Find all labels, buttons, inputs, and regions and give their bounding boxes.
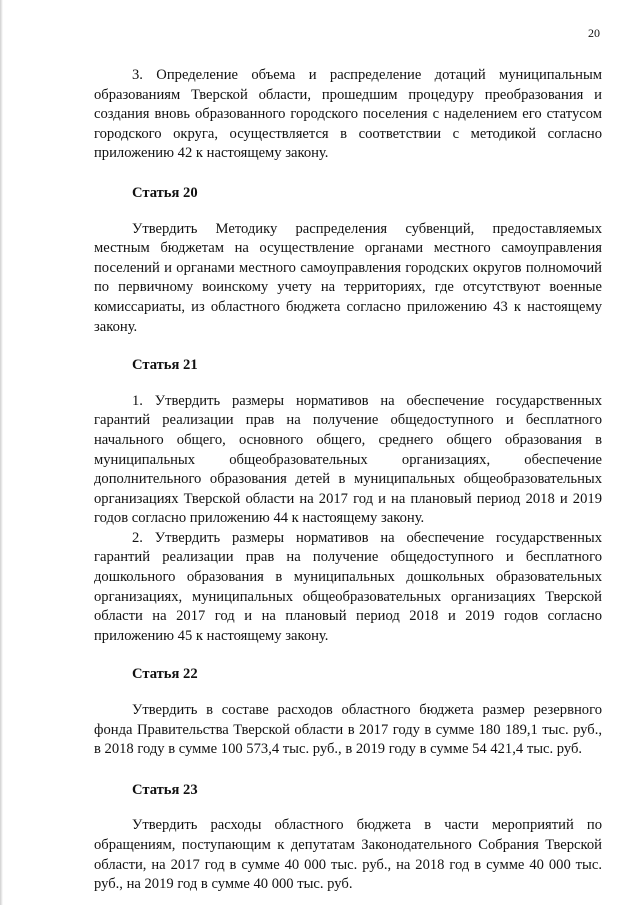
article-21-paragraph-1: 1. Утвердить размеры нормативов на обеспечение государственных гарантий реализации прав на получение общедоступного и бесплатного начального общего, основного общего, среднего общего образования в муниципальных общеобразовательных организациях, обеспечение дополнительного образования детей в муниципальных общеобразовательных организациях Тверской области на 2017 год и на плановый период 2018 и 2019 годов согласно приложению 44 к настоящему закону. <box>94 392 602 527</box>
article-21-paragraph-2: 2. Утвердить размеры нормативов на обеспечение государственных гарантий реализации прав на получение общедоступного и бесплатного дошкольного образования в муниципальных дошкольных образовательных организациях, муниципальных общеобразовательных организациях Тверской области на 2017 год и на плановый период 2018 и 2019 годов согласно приложению 45 к настоящему закону. <box>94 529 602 644</box>
section-item-3 <box>94 66 602 164</box>
page-number: 20 <box>588 26 600 40</box>
section-article-20 <box>94 184 602 337</box>
section-article-23 <box>94 781 602 895</box>
scan-edge-shadow <box>0 0 3 905</box>
article-23-paragraph: Утвердить расходы областного бюджета в части мероприятий по обращениям, поступающим к депутатам Законодательного Собрания Тверской области, на 2017 год в сумме 40 000 тыс. руб., на 2018 год в сумме 40 000 тыс. руб., на 2019 год в сумме 40 000 тыс. руб. <box>94 817 602 893</box>
article-22-paragraph: Утвердить в составе расходов областного бюджета размер резервного фонда Правительства Тверской области в 2017 году в сумме 180 189,1 тыс. руб., в 2018 году в сумме 100 573,4 тыс. руб., в 2019 году в сумме 54 421,4 тыс. руб. <box>94 702 602 758</box>
article-21-heading: Статья 21 <box>132 357 198 374</box>
section-article-21 <box>94 356 602 646</box>
article-23-heading: Статья 23 <box>132 781 198 798</box>
article-20-heading: Статья 20 <box>132 184 198 201</box>
section-article-22 <box>94 665 602 759</box>
article-20-paragraph: Утвердить Методику распределения субвенций, предоставляемых местным бюджетам на осуществление органами местного самоуправления поселений и органами местного самоуправления городских округов полномочий по первичному воинскому учету на территориях, где отсутствуют военные комиссариаты, из областного бюджета согласно приложению 43 к настоящему закону. <box>94 220 602 335</box>
article-22-heading: Статья 22 <box>132 666 198 683</box>
document-body <box>94 66 602 895</box>
paragraph-item-3: 3. Определение объема и распределение дотаций муниципальным образованиям Тверской области, прошедшим процедуру преобразования и создания вновь образованного городского поселения с наделением его статусом городского округа, осуществляется в соответствии с методикой согласно приложению 42 к настоящему закону. <box>94 67 602 162</box>
